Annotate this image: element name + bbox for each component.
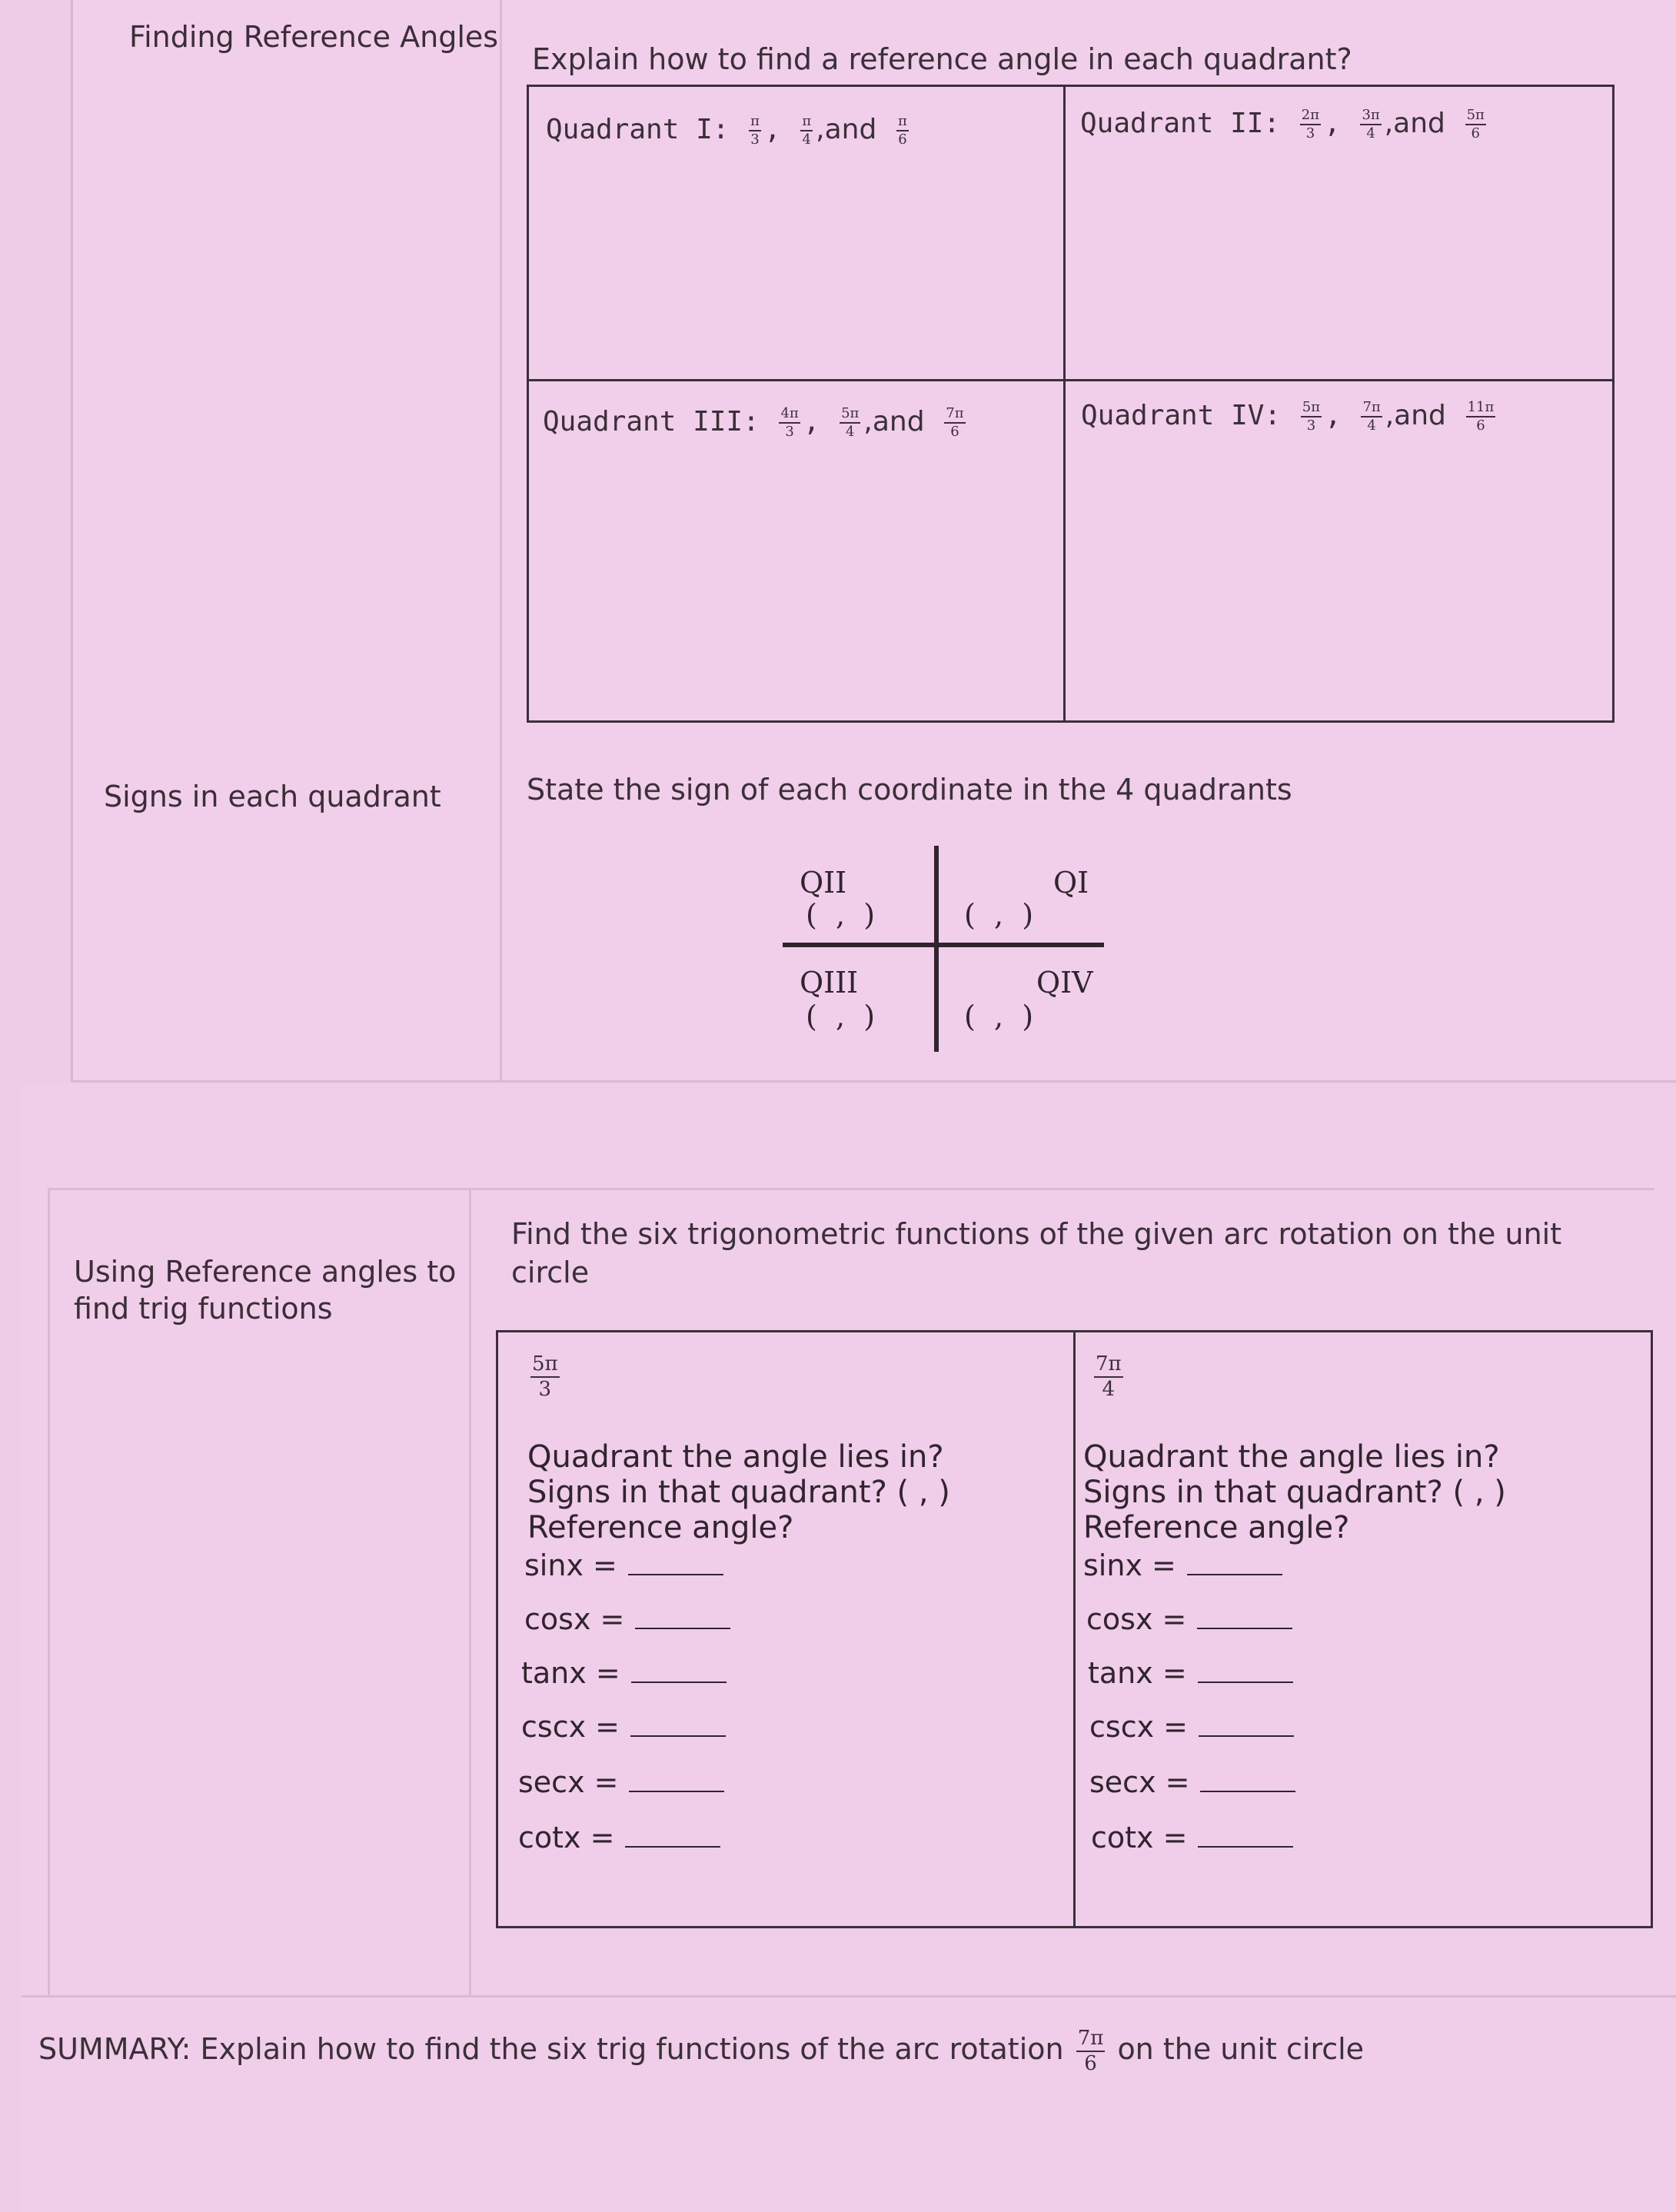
quadrant-4-label: Quadrant IV:: [1081, 400, 1282, 431]
y-axis: [934, 846, 939, 1052]
right-reference-question: Reference angle?: [1083, 1510, 1350, 1545]
qiv-label: QIV: [1036, 966, 1093, 1000]
section-top-border: [48, 1188, 1654, 1190]
right-tan-blank[interactable]: [1198, 1658, 1293, 1683]
reference-angles-heading: Explain how to find a reference angle in each quadrant?: [532, 42, 1352, 76]
right-cos-row[interactable]: cosx =: [1086, 1602, 1292, 1637]
section-label-reference-angles: Finding Reference Angles: [129, 20, 499, 54]
qiv-sign-pair[interactable]: ( , ): [964, 1000, 1034, 1033]
qiii-label: QIII: [800, 966, 859, 1000]
left-csc-blank[interactable]: [630, 1712, 726, 1737]
quadrant-3-label: Quadrant III:: [543, 406, 760, 437]
quadrant-2-angle-3: $\frac{5\pi}{6}$: [1466, 107, 1485, 141]
right-cos-blank[interactable]: [1197, 1605, 1292, 1629]
summary-top-border: [22, 1995, 1676, 1997]
section-label-signs: Signs in each quadrant: [104, 780, 441, 813]
quadrant-1-angle-1: $\frac{\pi}{3}$: [750, 113, 760, 148]
summary-text-before: SUMMARY: Explain how to find the six trig functions of the arc rotation: [38, 2032, 1064, 2066]
right-csc-row[interactable]: cscx =: [1089, 1709, 1294, 1745]
right-cot-blank[interactable]: [1198, 1823, 1293, 1848]
quadrant-table-vertical-divider: [1063, 87, 1066, 720]
quadrant-4-cell[interactable]: Quadrant IV: $\frac{5\pi}{3}$ , $\frac{7\pi}{4}$ ,and $\frac{11\pi}{6}$: [1081, 399, 1495, 434]
trig-column-left: [498, 1332, 1073, 1926]
right-sin-blank[interactable]: [1187, 1551, 1282, 1575]
x-axis: [783, 943, 1104, 947]
left-cot-row[interactable]: cotx =: [518, 1820, 720, 1855]
left-angle: $\frac{5\pi}{3}$: [532, 1352, 558, 1401]
signs-heading: State the sign of each coordinate in the 4 quadrants: [527, 773, 1292, 807]
right-sec-row[interactable]: secx =: [1089, 1765, 1295, 1800]
summary-angle: $\frac{7\pi}{6}$: [1077, 2027, 1104, 2075]
quadrant-2-cell[interactable]: Quadrant II: $\frac{2\pi}{3}$ , $\frac{3\pi}{4}$ ,and $\frac{5\pi}{6}$: [1080, 107, 1485, 141]
left-reference-question: Reference angle?: [527, 1510, 794, 1545]
quadrant-3-angle-3: $\frac{7\pi}{6}$: [946, 405, 964, 440]
summary-prompt: [38, 2028, 1364, 2074]
quadrant-1-angle-3: $\frac{\pi}{6}$: [898, 113, 907, 148]
left-sin-row[interactable]: sinx =: [524, 1548, 723, 1583]
quadrant-table: [527, 85, 1614, 723]
trig-table: [496, 1330, 1653, 1928]
quadrant-3-angle-1: $\frac{4\pi}{3}$: [780, 405, 799, 440]
section-left-border: [48, 1188, 50, 1995]
quadrant-2-angle-2: $\frac{3\pi}{4}$: [1362, 107, 1380, 141]
left-tan-blank[interactable]: [631, 1658, 727, 1683]
quadrant-2-angle-1: $\frac{2\pi}{3}$: [1301, 107, 1320, 141]
quadrant-1-label: Quadrant I:: [546, 114, 730, 145]
right-sec-blank[interactable]: [1200, 1768, 1295, 1792]
left-csc-row[interactable]: cscx =: [521, 1709, 726, 1745]
quadrant-4-angle-2: $\frac{7\pi}{4}$: [1362, 399, 1381, 434]
left-cos-blank[interactable]: [635, 1605, 730, 1629]
quadrant-4-angle-1: $\frac{5\pi}{3}$: [1302, 399, 1321, 434]
quadrant-4-angle-3: $\frac{11\pi}{6}$: [1467, 399, 1495, 434]
qiii-sign-pair[interactable]: ( , ): [806, 1000, 876, 1033]
left-sin-blank[interactable]: [628, 1551, 723, 1575]
right-tan-row[interactable]: tanx =: [1088, 1655, 1293, 1691]
right-quadrant-question: Quadrant the angle lies in?: [1083, 1439, 1500, 1475]
qii-label: QII: [800, 866, 847, 900]
trig-column-right: [1076, 1332, 1651, 1926]
right-sin-row[interactable]: sinx =: [1083, 1548, 1282, 1583]
quadrant-3-cell[interactable]: Quadrant III: $\frac{4\pi}{3}$ , $\frac{5\pi}{4}$ ,and $\frac{7\pi}{6}$: [543, 405, 964, 440]
trig-heading: Find the six trigonometric functions of the given arc rotation on the unit circle: [511, 1217, 1562, 1289]
summary-text-after: on the unit circle: [1117, 2032, 1365, 2066]
left-tan-row[interactable]: tanx =: [521, 1655, 727, 1691]
quadrant-table-horizontal-divider: [529, 379, 1612, 381]
right-angle: $\frac{7\pi}{4}$: [1096, 1352, 1122, 1401]
right-csc-blank[interactable]: [1199, 1712, 1294, 1737]
left-sec-blank[interactable]: [629, 1768, 724, 1792]
right-cot-row[interactable]: cotx =: [1091, 1820, 1293, 1855]
column-divider-upper: [500, 0, 502, 1080]
section-label-trig-functions: Using Reference angles to find trig functions: [74, 1255, 457, 1326]
qi-label: QI: [1053, 866, 1089, 900]
quadrant-1-cell[interactable]: Quadrant I: $\frac{\pi}{3}$ , $\frac{\pi}{4}$ ,and $\frac{\pi}{6}$: [546, 113, 907, 148]
column-divider-lower: [469, 1188, 471, 1995]
left-quadrant-question: Quadrant the angle lies in?: [527, 1439, 944, 1475]
right-signs-question[interactable]: Signs in that quadrant? ( , ): [1083, 1475, 1506, 1510]
left-cos-row[interactable]: cosx =: [524, 1602, 730, 1637]
quadrant-2-label: Quadrant II:: [1080, 108, 1281, 139]
left-cot-blank[interactable]: [625, 1823, 720, 1848]
left-signs-question[interactable]: Signs in that quadrant? ( , ): [527, 1475, 950, 1510]
quadrant-3-angle-2: $\frac{5\pi}{4}$: [841, 405, 860, 440]
left-sec-row[interactable]: secx =: [518, 1765, 724, 1800]
qi-sign-pair[interactable]: ( , ): [964, 898, 1034, 932]
qii-sign-pair[interactable]: ( , ): [806, 898, 876, 932]
quadrant-1-angle-2: $\frac{\pi}{4}$: [802, 113, 812, 148]
